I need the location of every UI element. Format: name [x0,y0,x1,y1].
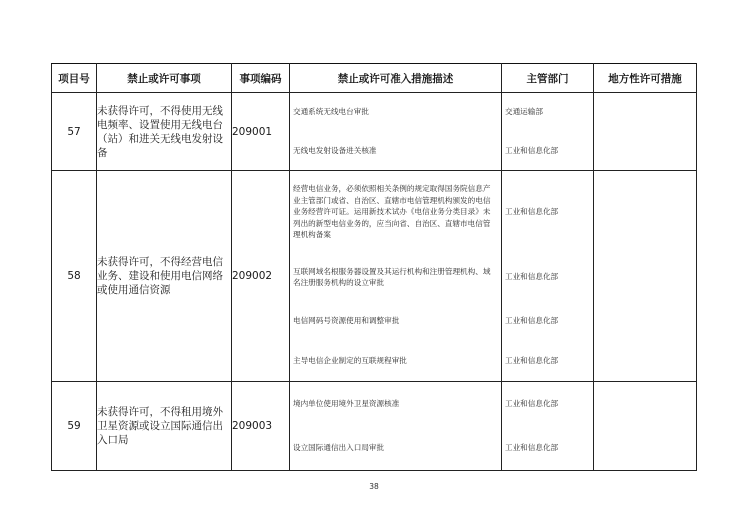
measure-text: 交通系统无线电台审批 [293,107,369,117]
header-dept: 主管部门 [502,64,594,93]
row-item: 未获得许可，不得使用无线电频率、设置使用无线电台（站）和进关无线电发射设备 [97,93,232,171]
header-row [52,64,697,93]
row-measures [290,171,502,382]
header-local: 地方性许可措施 [594,64,697,93]
table-row [52,93,697,171]
header-measures: 禁止或许可准入措施描述 [290,64,502,93]
measure-text: 设立国际通信出入口局审批 [293,443,385,453]
header-code: 事项编码 [232,64,290,93]
measure-text: 电信网码号资源使用和调整审批 [293,316,400,326]
row-local [594,93,697,171]
dept-text: 工业和信息化部 [505,356,559,366]
header-item-no: 项目号 [52,64,97,93]
measure-text: 主导电信企业制定的互联规程审批 [293,356,407,366]
measure-text: 经营电信业务，必须依照相关条例的规定取得国务院信息产业主管部门或省、自治区、直辖市电信管理机构颁发的电信业务经营许可证。运用新技术试办《电信业务分类目录》未列出的新型电信业务的，应当向省、自治区、直辖市电信管理机构备案 [293,184,491,240]
measure-text: 无线电发射设备进关核准 [293,145,377,155]
regulation-table [51,63,697,471]
row-code: 209002 [232,171,290,382]
dept-text: 工业和信息化部 [505,399,559,409]
row-dept [502,171,594,382]
dept-text: 工业和信息化部 [505,443,559,453]
row-number: 59 [52,382,97,471]
row-dept [502,93,594,171]
measure-text: 境内单位使用境外卫星资源核准 [293,399,400,409]
row-code: 209001 [232,93,290,171]
dept-text: 工业和信息化部 [505,145,559,155]
dept-text: 工业和信息化部 [505,316,559,326]
row-number: 57 [52,93,97,171]
dept-text: 工业和信息化部 [505,272,559,282]
measure-text: 互联网域名根服务器设置及其运行机构和注册管理机构、域名注册服务机构的设立审批 [293,266,491,287]
row-local [594,382,697,471]
dept-text: 交通运输部 [505,107,543,117]
row-local [594,171,697,382]
row-number: 58 [52,171,97,382]
header-item: 禁止或许可事项 [97,64,232,93]
dept-text: 工业和信息化部 [505,207,559,217]
row-measures [290,382,502,471]
row-measures [290,93,502,171]
page-number: 38 [369,482,379,491]
row-code: 209003 [232,382,290,471]
table-row [52,171,697,382]
row-dept [502,382,594,471]
row-item: 未获得许可，不得经营电信业务、建设和使用电信网络或使用通信资源 [97,171,232,382]
row-item: 未获得许可，不得租用境外卫星资源或设立国际通信出入口局 [97,382,232,471]
table-row [52,382,697,471]
